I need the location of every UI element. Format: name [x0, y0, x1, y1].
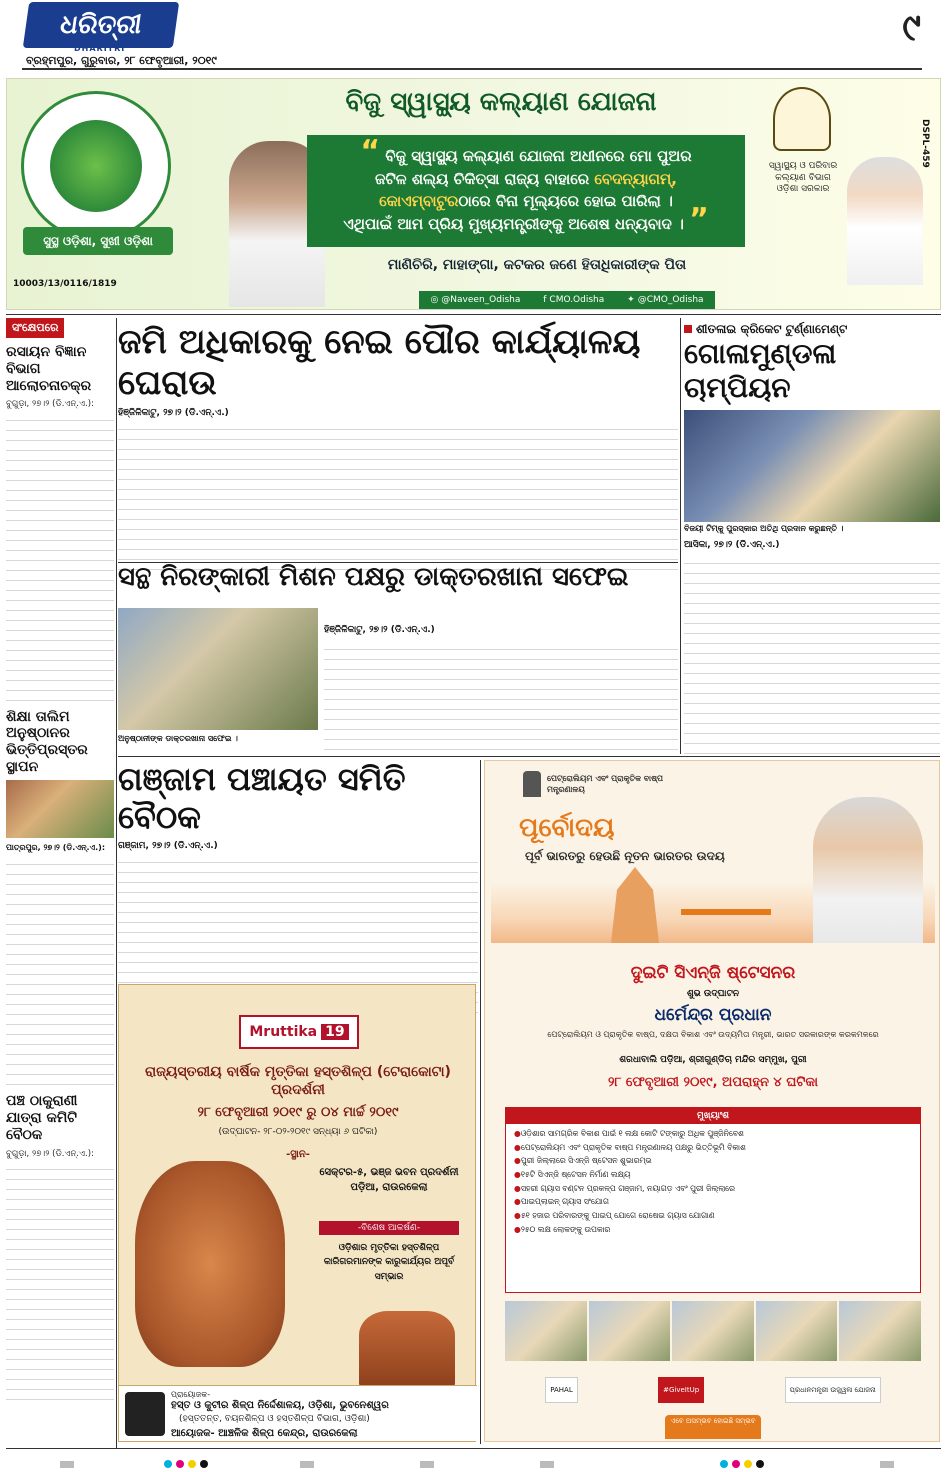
ad-venue: ସେକ୍ଟର-୫, ଭଞ୍ଜ ଭବନ ପ୍ରଦର୍ଶନୀ ପଡ଼ିଆ, ରାଉରକେଲା: [319, 1167, 459, 1193]
headline[interactable]: ଗଞ୍ଜାମ ପଞ୍ଚାୟତ ସମିତି ବୈଠକ: [118, 760, 406, 837]
gray-bar: [420, 1461, 434, 1468]
fuel-station-graphic: [681, 909, 771, 943]
social-handle: @Naveen_Odisha: [441, 295, 521, 305]
facebook-link[interactable]: [543, 295, 604, 305]
biju-swasthya-ad[interactable]: [6, 78, 941, 310]
chief-guest-name: ଧର୍ମେନ୍ଦ୍ର ପ୍ରଧାନ: [654, 1005, 772, 1025]
sponsor-dept: (ହସ୍ତତନ୍ତ, ବୟନଶିଳ୍ପ ଓ ହସ୍ତଶିଳ୍ପ ବିଭାଗ, ଓଡ଼ିଶା): [179, 1414, 370, 1424]
print-registration-marks: [0, 1452, 945, 1472]
divider: [6, 314, 941, 315]
black-dot: [756, 1460, 764, 1468]
column-divider: [680, 318, 681, 754]
briefs-header: ସଂକ୍ଷେପରେ: [6, 318, 64, 338]
ujjwala-logo[interactable]: ପ୍ରଧାନମନ୍ତ୍ରୀ ଉଜ୍ଜ୍ୱଳା ଯୋଜନା: [785, 1377, 881, 1403]
story-cricket: [684, 322, 940, 752]
highlight-item: ● ୧୫ଟି ସିଏନ୍‌ଜି ଷ୍ଟେସନ ନିର୍ମାଣ ଲକ୍ଷ୍ୟ: [514, 1169, 912, 1181]
headline[interactable]: ଜମି ଅଧିକାରକୁ ନେଇ ପୌର କାର୍ଯ୍ୟାଳୟ ଘେରାଉ: [118, 322, 641, 403]
photo-caption: ଅନୁଷ୍ଠାନୀଙ୍କ ଡାକ୍ତରଖାନା ସଫେଇ ।: [118, 734, 238, 743]
highlight-item: ● ୫୧ ହଜାର ପରିବାରଙ୍କୁ ପାଇପ୍ ଯୋଗେ ରୋଷେଇ ଗ୍ୟାସ ଯୋଗାଣ: [514, 1210, 912, 1222]
chief-minister-photo: [847, 157, 923, 285]
strip-photo: [672, 1301, 754, 1361]
masthead: [0, 0, 945, 78]
terracotta-pot-image: [135, 1161, 285, 1367]
highlight-item: ● ପେଟ୍ରୋଲିୟମ ଏବଂ ପ୍ରାକୃତିକ ବାଷ୍ପ ମନ୍ତ୍ରଣାଳୟ ପକ୍ଷରୁ ଭିତ୍ତିଭୂମି ବିକାଶ: [514, 1142, 912, 1154]
highlights-box: [505, 1107, 921, 1293]
ad-subtitle: ପୂର୍ବ ଭାରତରୁ ହେଉଛି ନୂତନ ଭାରତର ଉଦୟ: [525, 849, 725, 863]
newspaper-logo[interactable]: ଧରିତ୍ରୀ: [23, 2, 179, 48]
brief-dateline: ପାତ୍ରପୁର, ୨୭।୨ (ଡି.ଏନ୍.ଏ.):: [6, 842, 106, 852]
terracotta-horse-image: [359, 1311, 455, 1391]
story-body: [118, 420, 678, 576]
scheme-logos: [505, 1369, 921, 1411]
highlight-item: ● ସହରୀ ଗ୍ୟାସ ବଣ୍ଟନ ପ୍ରକଳ୍ପ ଗଞ୍ଜାମ, ନୟାଗଡ଼ ଏବଂ ପୁରୀ ଜିଲ୍ଲାରେ: [514, 1183, 912, 1195]
sponsor-label: ପ୍ରାୟୋଜକ-: [171, 1390, 211, 1399]
quote-line: ବିଜୁ ସ୍ୱାସ୍ଥ୍ୟ କଲ୍ୟାଣ ଯୋଜନା ଅଧୀନରେ ମୋ ପୁଅର: [385, 147, 692, 165]
highlight-item: ● ଓଡ଼ିଶାର ସାମଗ୍ରିକ ବିକାଶ ପାଇଁ ୧ ଲକ୍ଷ କୋଟି ଟଙ୍କାରୁ ଅଧିକ ପୁଞ୍ଜିନିବେଶ: [514, 1128, 912, 1140]
story-dateline: ଗଞ୍ଜାମ, ୨୭।୨ (ଡି.ଏନ୍.ଏ.): [118, 840, 218, 851]
column-divider: [116, 318, 117, 1448]
ad-footer-badge: ଏବେ ଅସମ୍ଭବ ହୋଇଛି ସମ୍ଭବ: [665, 1415, 761, 1439]
special-heading: -ବିଶେଷ ଆକର୍ଷଣ-: [319, 1221, 459, 1235]
mruttika-ad[interactable]: [118, 984, 476, 1442]
brief-title[interactable]: ରସାୟନ ବିଜ୍ଞାନ ବିଭାଗ ଆଲୋଚନାଚକ୍ର: [6, 343, 92, 394]
photo-strip: [505, 1301, 921, 1361]
highlight-item: ● ପାଇପ୍‌ଲାଇନ୍ ଗ୍ୟାସ ସଂଯୋଗ: [514, 1196, 912, 1208]
gray-bar: [540, 1461, 554, 1468]
briefs-column: [6, 318, 114, 1448]
story-text-lines: [324, 640, 678, 750]
quote-line: ଜଟିଳ ଶଲ୍ୟ ଚିକିତ୍ସା ରାଜ୍ୟ ବାହାରେ: [375, 169, 590, 188]
ad-quote: “ ବିଜୁ ସ୍ୱାସ୍ଥ୍ୟ କଲ୍ୟାଣ ଯୋଜନା ଅଧୀନରେ ମୋ ପୁଅର ଜଟିଳ ଶଲ୍ୟ ଚିକିତ୍ସା ରାଜ୍ୟ ବାହାରେ ବେଦନ୍ୟାଗମ୍, କୋଏମ୍ବାଟୁରଠାରେ ବିନା ମୂଲ୍ୟରେ ହୋଇ ପାରିଲା । ଏଥିପାଇଁ ଆମ ପ୍ରିୟ ମୁଖ୍ୟମନ୍ତ୍ରୀଙ୍କୁ ଅଶେଷ ଧନ୍ୟବାଦ । ”: [307, 135, 745, 247]
event-date: ୨୮ ଫେବୃଆରୀ ୨୦୧୯, ଅପରାହ୍ନ ୪ ଘଟିକା: [608, 1075, 818, 1090]
ad-footer: [119, 1385, 477, 1441]
brief-title[interactable]: ପଞ୍ଚ ଠାକୁରାଣୀ ଯାତ୍ରା କମିଟି ବୈଠକ: [6, 1093, 78, 1144]
story-dateline: ଆସିକା, ୨୭।୨ (ଡି.ଏନ୍.ଏ.): [684, 540, 780, 551]
purbodaya-ad[interactable]: [484, 760, 940, 1442]
story-ganjam-meeting: [118, 760, 478, 980]
highlight-item: ● ପୁରୀ ଜିଲ୍ଲାରେ ସିଏନ୍‌ଜି ଷ୍ଟେସନ ଶୁଭାରମ୍ଭ: [514, 1155, 912, 1167]
quote-line: ଠାରେ ବିନା ମୂଲ୍ୟରେ ହୋଇ ପାରିଲା ।: [458, 192, 673, 210]
photo-caption: ବିଜୟୀ ଟିମ୍‌କୁ ପୁରସ୍କାର ଅତିଥି ପ୍ରଦାନ କରୁଛନ୍ତି ।: [684, 524, 844, 534]
brief-dateline: ବୁଗୁଡ଼ା, ୨୭।୨ (ଡି.ଏନ୍.ଏ.):: [6, 399, 94, 410]
logo-text: Mruttika: [249, 1024, 318, 1040]
instagram-icon: ◎: [430, 295, 439, 305]
giveitup-logo[interactable]: #GiveItUp: [658, 1377, 704, 1403]
story-photo: [684, 410, 940, 522]
quote-highlight: ବେଦନ୍ୟାଗମ୍,: [594, 169, 677, 188]
story-dateline: ହିଞ୍ଜିଳିକାଟୁ, ୨୭।୨ (ଡି.ଏନ୍.ଏ.): [324, 625, 435, 635]
odisha-govt-emblem-icon: [773, 87, 831, 151]
social-handle: CMO.Odisha: [549, 295, 605, 305]
instagram-link[interactable]: [430, 295, 520, 305]
story-dateline: ହିଞ୍ଜିଳିକାଟୁ, ୨୭।୨ (ଡି.ଏନ୍.ଏ.): [118, 407, 229, 418]
cyan-dot: [720, 1460, 728, 1468]
kicker: [684, 322, 940, 337]
social-links: [419, 291, 715, 309]
story-body: [324, 620, 678, 750]
yellow-dot: [744, 1460, 752, 1468]
twitter-link[interactable]: [627, 295, 703, 305]
magenta-dot: [176, 1460, 184, 1468]
headline[interactable]: ସନ୍ଥ ନିରଙ୍କାରୀ ମିଶନ ପକ୍ଷରୁ ଡାକ୍ତରଖାନା ସଫେଇ: [118, 562, 629, 592]
social-handle: @CMO_Odisha: [637, 295, 704, 305]
facebook-icon: f: [543, 295, 547, 305]
twitter-icon: ✦: [627, 295, 635, 305]
headline[interactable]: ଗୋଳାମୁଣ୍ଡଳା ଚାମ୍ପିୟନ: [684, 337, 837, 404]
yellow-dot: [188, 1460, 196, 1468]
mruttika-logo: [239, 1015, 359, 1049]
brief-photo: [6, 780, 114, 838]
gray-bar: [60, 1461, 74, 1468]
kicker-text: ଶୀତଳାଇ କ୍ରିକେଟ ଟୁର୍ଣ୍ଣାମେଣ୍ଟ: [696, 322, 848, 336]
scheme-tagline: ସୁସ୍ଥ ଓଡ଼ିଶା, ସୁଖୀ ଓଡ଼ିଶା: [23, 227, 173, 255]
gray-bar: [880, 1461, 894, 1468]
quote-credit: ମାଣିଚିରି, ମାହାଙ୍ଗା, କଟକର ଜଣେ ହିତାଧିକାରୀଙ୍କ ପିତା: [387, 257, 687, 273]
story-photo: [118, 608, 318, 730]
highlight-item: ● ୨୫୦ ଲକ୍ଷ ଲୋକଙ୍କୁ ଉପକାର: [514, 1224, 912, 1236]
highlights-list: [506, 1124, 920, 1242]
special-attraction: ଓଡ଼ିଶାର ମୃତ୍ତିକା ହସ୍ତଶିଳ୍ପ କାରିଗରମାନଙ୍କ କାରୁକାର୍ଯ୍ୟର ଅପୂର୍ବ ସମ୍ଭାର: [323, 1243, 455, 1282]
ad-title: ରାଜ୍ୟସ୍ତରୀୟ ବାର୍ଷିକ ମୃତ୍ତିକା ହସ୍ତଶିଳ୍ପ (ଟେରାକୋଟା) ପ୍ରଦର୍ଶନୀ: [145, 1064, 451, 1099]
strip-photo: [589, 1301, 671, 1361]
brief-body: [6, 411, 114, 701]
cyan-dot: [164, 1460, 172, 1468]
ad-code: 10003/13/0116/1819: [13, 279, 117, 289]
quote-line: ଏଥିପାଇଁ ଆମ ପ୍ରିୟ ମୁଖ୍ୟମନ୍ତ୍ରୀଙ୍କୁ ଅଶେଷ ଧନ୍ୟବାଦ ।: [343, 214, 684, 233]
magenta-dot: [732, 1460, 740, 1468]
ashoka-emblem-icon: [523, 771, 541, 797]
divider: [118, 756, 940, 757]
dept-logo-icon: [125, 1392, 165, 1436]
dept-label: ସ୍ୱାସ୍ଥ୍ୟ ଓ ପରିବାର କଲ୍ୟାଣ ବିଭାଗ ଓଡ଼ିଶା ସରକାର: [768, 161, 838, 195]
strip-photo: [505, 1301, 587, 1361]
quote-highlight: କୋଏମ୍ବାଟୁର: [379, 192, 459, 210]
brief-body: [6, 1160, 114, 1400]
black-dot: [200, 1460, 208, 1468]
prime-minister-photo: [813, 797, 923, 943]
brief-body: [6, 855, 114, 1085]
cng-subtitle: ଶୁଭ ଉଦ୍‌ଘାଟନ: [686, 989, 740, 999]
logo-subtitle: DHARITRI: [74, 44, 126, 53]
venue-heading: -ସ୍ଥାନ-: [286, 1149, 310, 1160]
logo-number: 19: [321, 1024, 348, 1040]
strip-photo: [839, 1301, 921, 1361]
ad-title: ବିଜୁ ସ୍ୱାସ୍ଥ୍ୟ କଲ୍ୟାଣ ଯୋଜନା: [345, 87, 657, 117]
pahal-logo[interactable]: PAHAL: [545, 1377, 578, 1403]
event-venue: ଶରଧାବାଲି ପଡ଼ିଆ, ଶ୍ରୀଗୁଣ୍ଡିଚା ମନ୍ଦିର ସମ୍ମୁଖ, ପୁରୀ: [619, 1055, 807, 1065]
divider: [6, 1448, 941, 1449]
dspl-code: DSPL-459: [920, 119, 930, 168]
organiser: ଆୟୋଜକ- ଆଞ୍ଚଳିକ ଶିଳ୍ପ କେନ୍ଦ୍ର, ରାଉରକେଲା: [171, 1428, 358, 1439]
gray-bar: [300, 1461, 314, 1468]
chief-guest-role: ପେଟ୍ରୋଲିୟମ ଓ ପ୍ରାକୃତିକ ବାଷ୍ପ, ଦକ୍ଷତା ବିକାଶ ଏବଂ ଉଦ୍ୟମିତା ମନ୍ତ୍ରୀ, ଭାରତ ସରକାରଙ୍କ କରକମଳରେ: [547, 1030, 879, 1039]
cng-title: ଦୁଇଟି ସିଏନ୍‌ଜି ଷ୍ଟେସନର: [630, 963, 796, 983]
column-divider: [480, 760, 481, 1444]
strip-photo: [756, 1301, 838, 1361]
ad-inauguration: (ଉଦ୍‌ଘାଟନ- ୨୮-୦୨-୨୦୧୯ ସନ୍ଧ୍ୟା ୬ ଘଟିକା): [218, 1127, 378, 1137]
page-number: ୯: [902, 4, 921, 49]
brief-title[interactable]: ଶିକ୍ଷା ତାଲିମ ଅନୁଷ୍ଠାନର ଭିତ୍ତିପ୍ରସ୍ତର ସ୍ଥାପନ: [6, 708, 88, 776]
sponsor-name: ହସ୍ତ ଓ କୁଟୀର ଶିଳ୍ପ ନିର୍ଦ୍ଦେଶାଳୟ, ଓଡ଼ିଶା, ଭୁବନେଶ୍ୱର: [171, 1400, 389, 1411]
story-hospital-cleaning: [118, 562, 678, 752]
ad-title: ପୂର୍ବୋଦୟ: [519, 813, 615, 843]
story-body: [684, 554, 940, 754]
brief-dateline: ବୁଗୁଡ଼ା, ୨୭।୨ (ଡି.ଏନ୍.ଏ.):: [6, 1148, 94, 1159]
masthead-dateline: ବ୍ରହ୍ମପୁର, ଗୁରୁବାର, ୨୮ ଫେବୃଆରୀ, ୨୦୧୯: [22, 54, 922, 70]
ministry-name: ପେଟ୍ରୋଲିୟମ ଏବଂ ପ୍ରାକୃତିକ ବାଷ୍ପ ମନ୍ତ୍ରଣାଳୟ: [547, 774, 663, 795]
story-land-rights: [118, 322, 678, 560]
scheme-emblem-icon: [21, 91, 171, 241]
highlights-header: ମୁଖ୍ୟାଂଶ: [506, 1108, 920, 1124]
ad-dates: ୨୮ ଫେବୃଆରୀ ୨୦୧୯ ରୁ ୦୪ ମାର୍ଚ୍ଚ ୨୦୧୯: [197, 1105, 399, 1120]
